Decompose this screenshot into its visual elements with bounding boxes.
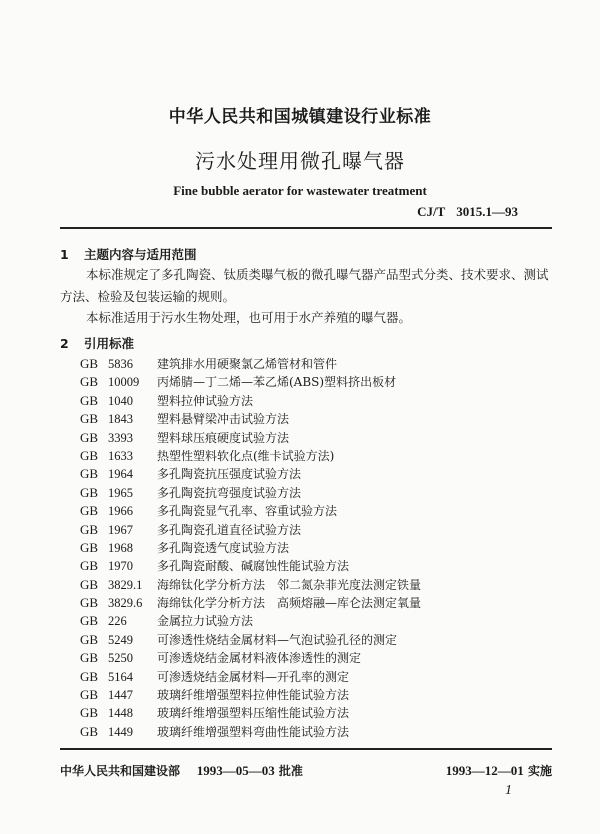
standard-title: 玻璃纤维增强塑料压缩性能试验方法 — [157, 706, 350, 721]
approval-line — [60, 762, 303, 779]
approved-date: 1993—05—03 — [196, 763, 275, 778]
standard-prefix: GB — [80, 668, 99, 684]
standard-number: 1966 — [108, 504, 133, 519]
standard-number: 3829.6 — [108, 596, 143, 611]
standard-title: 多孔陶瓷孔道直径试验方法 — [157, 522, 302, 537]
reference-item — [80, 373, 421, 391]
standard-prefix: GB — [80, 466, 99, 482]
standard-title: 可渗透烧结金属材料液体渗透性的测定 — [157, 651, 362, 666]
standard-title: 金属拉力试验方法 — [157, 614, 254, 629]
standard-number: 1633 — [108, 448, 133, 463]
standard-title: 海绵钛化学分析方法 邻二氮杂菲光度法测定铁量 — [157, 577, 422, 592]
standard-number: 1843 — [108, 412, 133, 427]
reference-item — [80, 355, 421, 373]
document-title-english: Fine bubble aerator for wastewater treatment — [173, 183, 427, 198]
reference-item — [80, 668, 421, 686]
reference-item — [80, 484, 421, 502]
reference-item — [80, 521, 421, 539]
standard-number: 1447 — [108, 688, 133, 703]
section-1-heading — [60, 245, 197, 263]
issuer-heading: 中华人民共和国城镇建设行业标准 — [168, 107, 432, 127]
section-title: 主题内容与适用范围 — [84, 247, 197, 262]
section-number: 1 — [60, 247, 69, 262]
standard-prefix: GB — [80, 374, 99, 390]
reference-item — [80, 576, 421, 594]
paragraph: 本标准规定了多孔陶瓷、钛质类曝气板的微孔曝气器产品型式分类、技术要求、测试方法、检验及包装运输的规则。 — [60, 267, 549, 304]
reference-item — [80, 631, 421, 649]
standard-number: 1448 — [108, 706, 133, 721]
standard-prefix: GB — [80, 539, 99, 555]
standard-number: 5249 — [108, 632, 133, 647]
standard-title: 塑料拉伸试验方法 — [157, 393, 254, 408]
standard-code: CJ/T 3015.1—93 — [417, 204, 518, 219]
document-title: 污水处理用微孔曝气器 — [195, 149, 405, 173]
reference-item — [80, 410, 421, 428]
reference-item — [80, 557, 421, 575]
standard-number: 1968 — [108, 540, 133, 555]
reference-item — [80, 392, 421, 410]
approved-label: 批准 — [278, 764, 303, 778]
standard-number: 5164 — [108, 669, 133, 684]
standard-number: 3829.1 — [108, 577, 143, 592]
standard-prefix: GB — [80, 484, 99, 500]
standard-prefix: GB — [80, 631, 99, 647]
top-rule — [60, 227, 552, 229]
standard-prefix: GB — [80, 356, 99, 371]
standard-title: 塑料球压痕硬度试验方法 — [157, 430, 290, 445]
standard-number: 5250 — [108, 651, 133, 666]
bottom-rule — [60, 748, 552, 750]
reference-item — [80, 649, 421, 667]
standard-title: 海绵钛化学分析方法 高频熔融—库仑法测定氧量 — [157, 596, 422, 611]
standard-title: 多孔陶瓷透气度试验方法 — [157, 540, 290, 555]
reference-item — [80, 465, 421, 483]
paragraph: 本标准适用于污水生物处理，也可用于水产养殖的曝气器。 — [86, 310, 412, 325]
standard-number: 1970 — [108, 559, 133, 574]
standard-prefix: GB — [80, 411, 99, 427]
reference-item — [80, 447, 421, 465]
effective-date: 1993—12—01 — [445, 763, 524, 778]
section-2-heading — [60, 334, 134, 352]
standard-number: 5836 — [108, 357, 133, 371]
standard-prefix: GB — [80, 723, 99, 739]
standard-number: 1965 — [108, 485, 133, 500]
standard-title: 可渗透烧结金属材料—开孔率的测定 — [157, 669, 350, 684]
standard-number: 1040 — [108, 393, 133, 408]
reference-item — [80, 594, 421, 612]
reference-item — [80, 723, 421, 741]
effective-line — [446, 762, 552, 779]
standard-prefix: GB — [80, 613, 99, 629]
standard-title: 热塑性塑料软化点(维卡试验方法) — [157, 448, 335, 463]
reference-item — [80, 502, 421, 520]
standard-prefix: GB — [80, 705, 99, 721]
standard-prefix: GB — [80, 558, 99, 574]
standard-title: 塑料悬臂梁冲击试验方法 — [157, 412, 290, 427]
reference-list — [80, 355, 421, 741]
standard-title: 玻璃纤维增强塑料弯曲性能试验方法 — [157, 724, 350, 739]
standard-title: 丙烯腈—丁二烯—苯乙烯(ABS)塑料挤出板材 — [157, 375, 397, 390]
standard-prefix: GB — [80, 503, 99, 519]
standard-number: 10009 — [108, 375, 140, 390]
standard-number: 226 — [108, 614, 127, 629]
standard-prefix: GB — [80, 447, 99, 463]
reference-item — [80, 612, 421, 630]
standard-title: 多孔陶瓷抗压强度试验方法 — [157, 467, 302, 482]
standard-number: 3393 — [108, 430, 133, 445]
standard-prefix: GB — [80, 521, 99, 537]
standard-prefix: GB — [80, 576, 99, 592]
effective-label: 实施 — [527, 764, 552, 778]
standard-title: 多孔陶瓷抗弯强度试验方法 — [157, 485, 302, 500]
page-number: 1 — [505, 783, 512, 798]
standard-title: 玻璃纤维增强塑料拉伸性能试验方法 — [157, 688, 350, 703]
standard-number: 1449 — [108, 724, 133, 739]
approver: 中华人民共和国建设部 — [60, 764, 181, 778]
reference-item — [80, 429, 421, 447]
section-number: 2 — [60, 336, 69, 351]
reference-item — [80, 704, 421, 722]
section-1-body — [60, 264, 552, 329]
standard-title: 多孔陶瓷显气孔率、容重试验方法 — [157, 504, 338, 519]
standard-prefix: GB — [80, 595, 99, 611]
standard-prefix: GB — [80, 650, 99, 666]
standard-title: 多孔陶瓷耐酸、碱腐蚀性能试验方法 — [157, 559, 350, 574]
standard-prefix: GB — [80, 392, 99, 408]
standard-title: 建筑排水用硬聚氯乙烯管材和管件 — [157, 357, 338, 371]
standard-number: 1964 — [108, 467, 133, 482]
standard-number: 1967 — [108, 522, 133, 537]
section-title: 引用标准 — [84, 336, 135, 351]
reference-item — [80, 686, 421, 704]
standard-prefix: GB — [80, 687, 99, 703]
standard-prefix: GB — [80, 429, 99, 445]
standard-title: 可渗透性烧结金属材料—气泡试验孔径的测定 — [157, 632, 398, 647]
reference-item — [80, 539, 421, 557]
